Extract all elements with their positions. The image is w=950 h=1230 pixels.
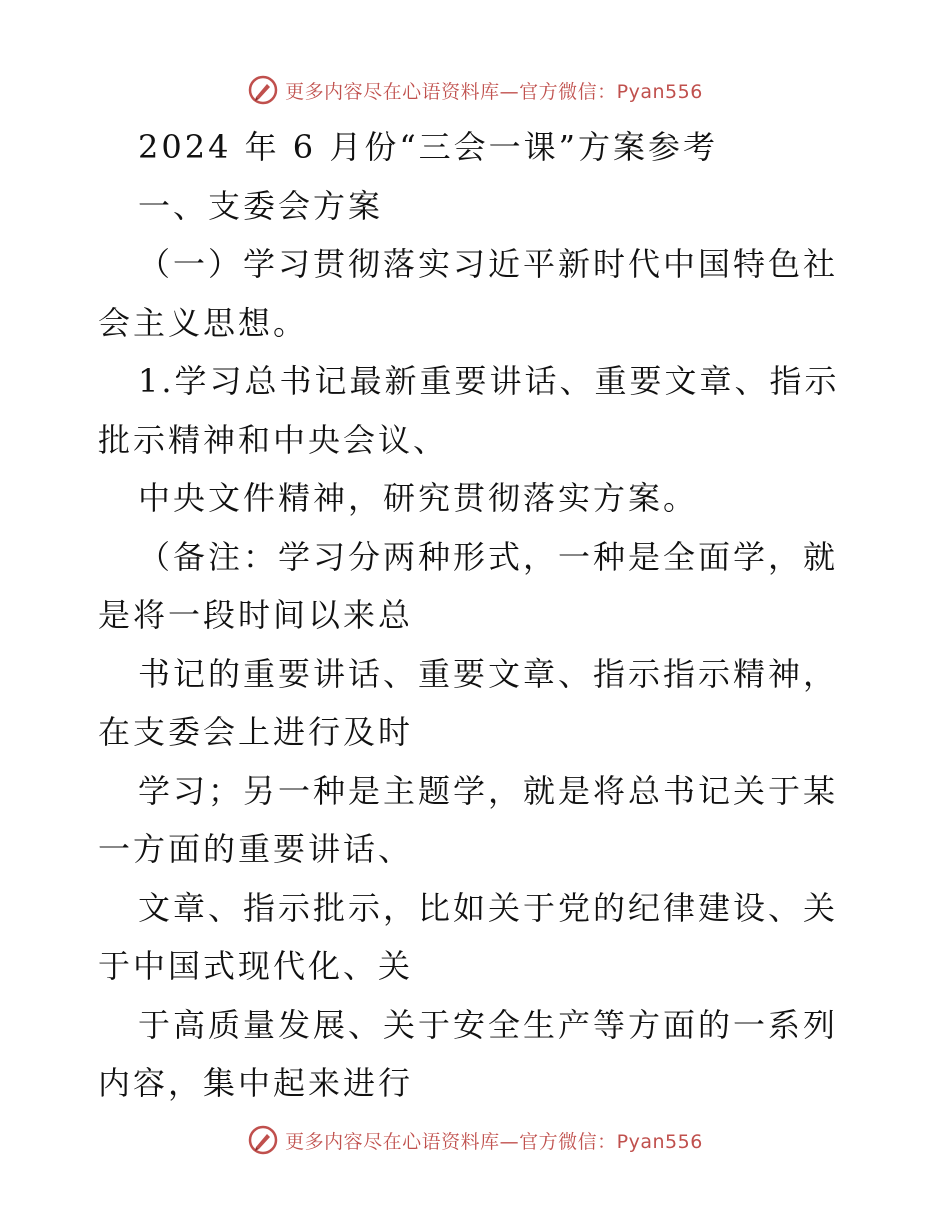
paragraph: 1.学习总书记最新重要讲话、重要文章、指示批示精神和中央会议、 <box>98 362 840 459</box>
watermark-footer <box>0 1120 950 1160</box>
paragraph: 中央文件精神，研究贯彻落实方案。 <box>138 479 699 517</box>
watermark-text: 更多内容尽在心语资料库—官方微信：Pyan556 <box>285 1130 703 1153</box>
section-heading: 一、支委会方案 <box>138 186 384 225</box>
paragraph: （备注：学习分两种形式，一种是全面学，就是将一段时间以来总 <box>98 537 839 634</box>
document-title: 2024 年 6 月份“三会一课”方案参考 <box>138 128 719 166</box>
watermark-header <box>0 70 950 110</box>
paragraph: 学习；另一种是主题学，就是将总书记关于某一方面的重要讲话、 <box>98 771 839 868</box>
paragraph: 于高质量发展、关于安全生产等方面的一系列内容，集中起来进行 <box>98 1005 839 1102</box>
subsection-heading: （一）学习贯彻落实习近平新时代中国特色社会主义思想。 <box>98 245 839 342</box>
pen-logo-icon <box>247 1124 279 1156</box>
document-body <box>98 118 858 1113</box>
pen-logo-icon <box>247 74 279 106</box>
paragraph: 书记的重要讲话、重要文章、指示指示精神，在支委会上进行及时 <box>98 654 839 751</box>
paragraph: 文章、指示批示，比如关于党的纪律建设、关于中国式现代化、关 <box>98 888 839 985</box>
watermark-text: 更多内容尽在心语资料库—官方微信：Pyan556 <box>285 80 703 103</box>
